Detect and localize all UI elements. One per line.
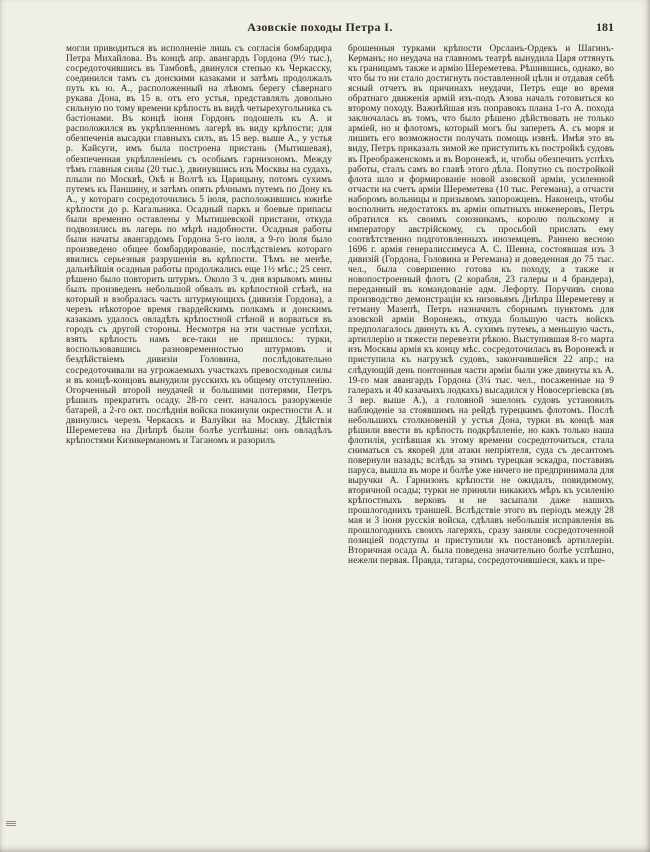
scan-artifact xyxy=(6,821,16,826)
page-number: 181 xyxy=(596,20,614,34)
running-title: Азовскіе походы Петра I. xyxy=(247,20,393,34)
page-header xyxy=(66,20,614,36)
right-column: брошенныя турками крѣпости Орсланъ-Ордекъ и Шагинъ-Керманъ; но неудача на главномъ театрѣ вынудила Царя оттянуть къ границамъ также и армію Шереметева. Рѣшившись, однако, во что бы то ни стало достигнуть поставленной цѣли и отдавая себѣ ясный отчетъ въ причинахъ неудачи, Петръ еще во время обратнаго движенія армій изъ-подъ Азова началъ готовиться ко второму походу. Важнѣйшая изъ поправокъ плана 1-го А. похода заключалась въ томъ, что было рѣшено дѣйствовать не только арміей, но и флотомъ, который могъ бы запереть А. съ моря и лишить его возможности получать помощь извнѣ. Имѣя это въ виду, Петръ приказалъ зимой же приступить къ постройкѣ судовъ въ Преображенскомъ и въ Воронежѣ, и, чтобы обезпечить успѣхъ работы, сталъ самъ во главѣ этого дѣла. Попутно съ постройкой флота шло и формированіе новой азовской арміи, усиленной отчасти на счетъ арміи Шереметева (10 тыс. Регемана), а отчасти наборомъ вольницы и призывомъ запорожцевъ. Наконецъ, чтобы восполнить недостатокъ въ арміи опытныхъ инженеровъ, Петръ обратился къ своимъ союзникамъ, королю польскому и императору австрійскому, съ просьбой прислать ему соотвѣтственно подготовленныхъ иноземцевъ. Раннею весною 1696 г. армія генералиссимуса А. С. Шеина, состоявшая изъ 3 дивизій (Гордона, Головина и Регемана) и доведенная до 75 тыс. чел., была совершенно готова къ походу, а также и новопостроенный флотъ (2 корабля, 23 галеры и 4 брандера), переданный въ командованіе адм. Лефорту. Поручивъ снова производство демонстраціи къ низовьямъ Днѣпра Шереметеву и гетману Мазепѣ, Петръ назначилъ сборнымъ пунктомъ для азовской арміи Воронежъ, откуда большую часть войскъ предполагалось двинуть къ А. сухимъ путемъ, а меньшую часть, артиллерію и тяжести перевезти рѣкою. Выступившая 8-го марта изъ Москвы армія къ концу мѣс. сосредоточилась въ Воронежѣ и приступила къ нагрузкѣ судовъ, закончившейся 22 апр.; на слѣдующій день понтонныя части арміи были уже двинуты къ А. 19-го мая авангардъ Гордона (3¼ тыс. чел., посаженные на 9 галерахъ и 40 казачьихъ лодкахъ) высадился у Новосергіевска (въ 3 вер. выше А.), а головной эшелонъ судовъ установилъ наблюденіе за стоявшимъ на рейдѣ турецкимъ флотомъ. Послѣ небольшихъ столкновеній у устья Дона, турки въ концѣ мая рѣшили ввести въ крѣпость подкрѣпленіе, но какъ только наша флотилія, успѣвшая къ этому времени сосредоточиться, стала сниматься съ якорей для атаки непріятеля, суда съ десантомъ повернули назадъ; вслѣдъ за этимъ турецкая эскадра, поставивъ паруса, вышла въ море и болѣе уже ничего не предпринимала для выручки А. Гарнизонъ крѣпости не ожидалъ, повидимому, вторичной осады; турки не приняли никакихъ мѣръ къ усиленію крѣпостныхъ верковъ и не засыпали даже нашихъ прошлогоднихъ траншей. Вслѣдствіе этого въ періодъ между 28 мая и 3 іюня русскія войска, сдѣлавъ небольшія исправленія въ прошлогоднихъ своихъ лагеряхъ, сразу заняли сосредоточенной позиціей подступы и приступили къ постановкѣ артиллеріи. Вторичная осада А. была поведена значительно болѣе успѣшно, нежели первая. Правда, татары, сосредоточившіеся, какъ и пре- xyxy=(348,44,614,567)
text-columns xyxy=(66,44,614,818)
left-column: могли приводиться въ исполненіе лишь съ согласія бомбардира Петра Михайлова. Въ концѣ апр. авангардъ Гордона (9½ тыс.), сосредоточившись въ Тамбовѣ, двинулся степью къ Черкасску, соединился тамъ съ донскими казаками и затѣмъ продолжалъ путь къ ю. А., расположенный на лѣвомъ берегу сѣвернаго рукава Дона, въ 15 в. отъ его устья, представлялъ довольно сильную по тому времени крѣпость въ видѣ четырехугольника съ бастіонами. Въ концѣ іюня Гордонъ подошелъ къ А. и расположился въ укрѣпленномъ лагерѣ въ виду крѣпости; для обезпеченія высадки главныхъ силъ, въ 15 вер. выше А., у устья р. Кайсуги, имъ была построена пристань (Мытишевая), обезпеченная укрѣпленіемъ съ особымъ гарнизономъ. Между тѣмъ главныя силы (20 тыс.), двинувшись изъ Москвы на судахъ, плыли по Москвѣ, Окѣ и Волгѣ къ Царицыну, потомъ сухимъ путемъ къ Паншину, и затѣмъ опять рѣчнымъ путемъ по Дону къ А., у котораго сосредоточились 5 іюля, расположившись южнѣе крѣпости до р. Кагальника. Осадный паркъ и боевые припасы были временно оставлены у Мытишевской пристани, откуда подвозились въ лагерь по мѣрѣ надобности. Осадныя работы были начаты авангардомъ Гордона 5-го іюля, а 9-го іюля было произведено общее бомбардированіе, послѣдствіемъ котораго явились серьезныя разрушенія въ крѣпости. Тѣмъ не менѣе, дальнѣйшія осадныя работы продолжались еще 1½ мѣс.; 25 сент. рѣшено было повторить штурмъ. Около 3 ч. дня взрывомъ мины былъ произведенъ небольшой обвалъ въ крѣпостной стѣнѣ, на который и взобралась часть штурмующихъ (дивизія Гордона), а черезъ нѣкоторое время гвардейскимъ полкамъ и донскимъ казакамъ удалось овладѣть крѣпостной стѣной и ворваться въ городъ съ другой стороны. Несмотря на эти частные успѣхи, взять крѣпость намъ все-таки не пришлось: турки, воспользовавшись разновременностью штурмовъ и бездѣйствіемъ дивизіи Головина, послѣдовательно сосредоточивали на угрожаемыхъ участкахъ превосходныя силы и въ концѣ-концовъ вынудили русскихъ къ общему отступленію. Огорченный второй неудачей и большими потерями, Петръ рѣшилъ прекратить осаду. 28-го сент. началось разоруженіе батарей, а 2-го окт. послѣднія войска покинули окрестности А. и двинулись черезъ Черкаскъ и Валуйки на Москву. Дѣйствія Шереметева на Днѣпрѣ были болѣе успѣшны: онъ овладѣлъ крѣпостями Кизикерманомъ и Таганомъ и разорилъ xyxy=(66,44,332,446)
